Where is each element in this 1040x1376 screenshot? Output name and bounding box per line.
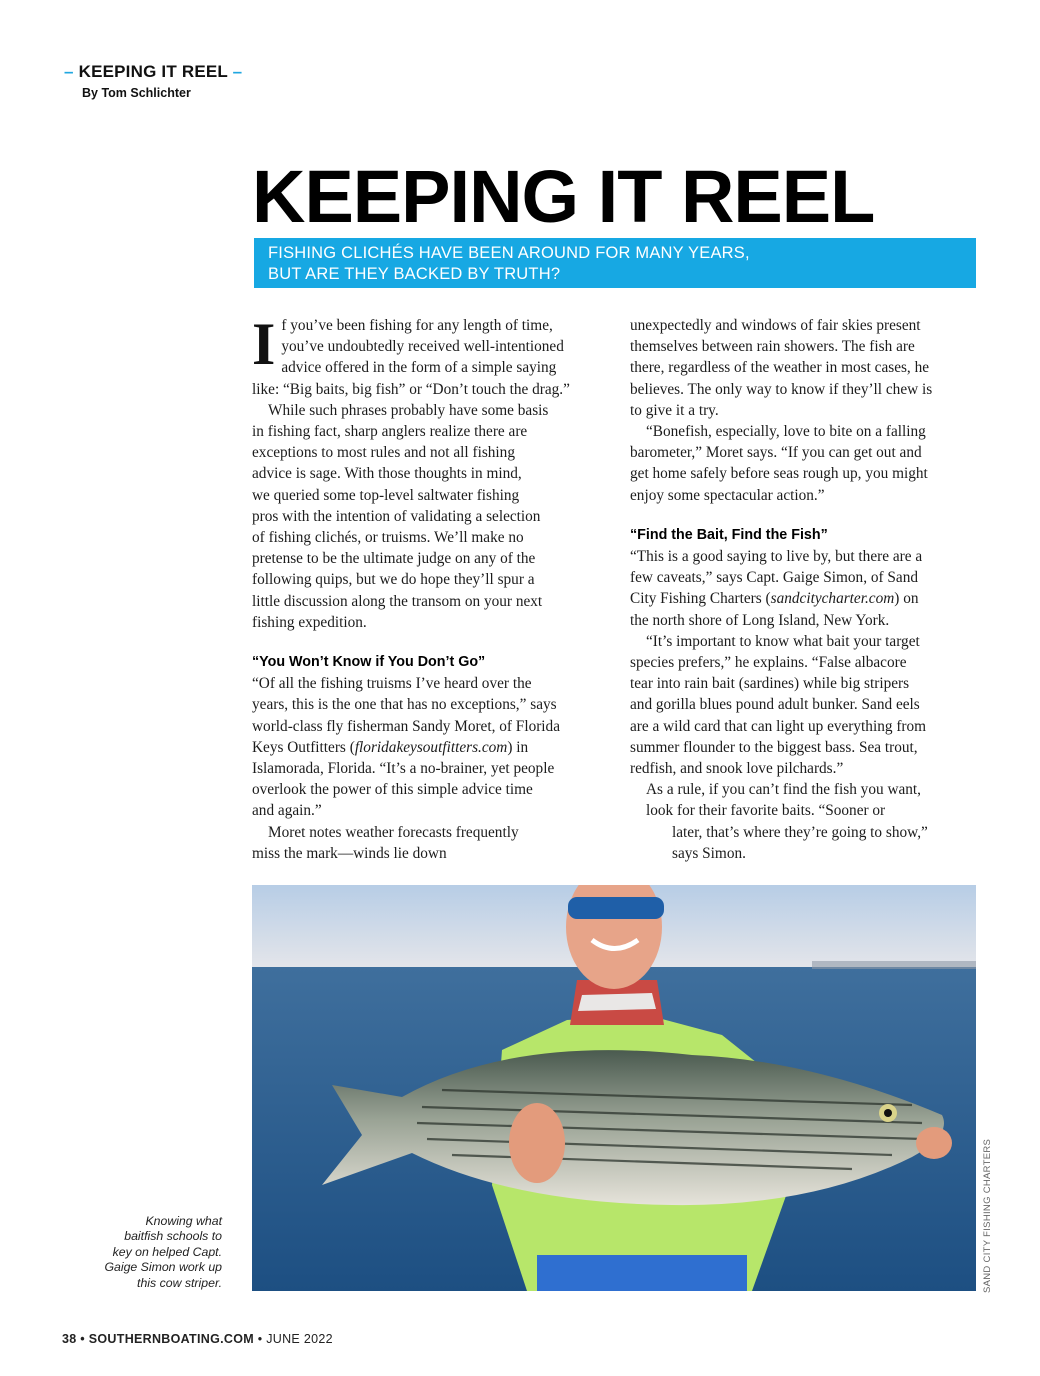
text-fragment: City Fishing Charters ( — [630, 590, 771, 608]
body-paragraph — [630, 631, 980, 779]
text-line: little discussion along the transom on your next — [252, 592, 543, 610]
text-line: get home safely before seas rough up, you might — [630, 465, 928, 483]
caption-line: this cow striper. — [137, 1275, 222, 1290]
caption-line: Knowing what — [145, 1214, 222, 1228]
text-fragment: Keys Outfitters ( — [252, 738, 355, 756]
text-line: world-class fly fisherman Sandy Moret, of Florida — [252, 717, 560, 735]
text-line: summer flounder to the biggest bass. Sea trout, — [630, 738, 918, 756]
article-column-1 — [252, 311, 602, 864]
text-line: advice offered in the form of a simple saying — [281, 359, 557, 377]
website-link-floridakeys: floridakeysoutfitters.com — [354, 738, 508, 756]
subhead-1: “You Won’t Know if You Don’t Go” — [252, 654, 486, 671]
deck-line-1: FISHING CLICHÉS HAVE BEEN AROUND FOR MANY YEARS, — [268, 244, 750, 262]
photo-credit-text: SAND CITY FISHING CHARTERS — [982, 1138, 993, 1293]
text-line: advice is sage. With those thoughts in mind, — [252, 465, 522, 483]
text-line: species prefers,” he explains. “False albacore — [630, 654, 907, 672]
article-column-2 — [630, 315, 980, 864]
text-line: to give it a try. — [630, 401, 719, 419]
kicker-dash-right: – — [232, 62, 243, 81]
text-line: miss the mark—winds lie down — [252, 844, 447, 862]
text-line: unexpectedly and windows of fair skies present — [630, 317, 921, 334]
caption-line: baitfish schools to — [124, 1229, 222, 1244]
text-line: and again.” — [252, 802, 322, 820]
body-paragraph — [252, 673, 602, 821]
footer-issue: JUNE 2022 — [266, 1332, 333, 1346]
text-line: themselves between rain showers. The fish are — [630, 338, 915, 356]
text-line: few caveats,” says Capt. Gaige Simon, of Sand — [630, 569, 919, 587]
page-number: 38 — [62, 1332, 77, 1346]
text-line — [252, 737, 602, 758]
striper-photo — [252, 885, 976, 1291]
body-paragraph — [630, 315, 980, 421]
body-paragraph — [252, 822, 602, 864]
text-line: As a rule, if you can’t find the fish you want, — [646, 781, 922, 799]
headline: KEEPING IT REEL — [252, 155, 875, 238]
text-line: believes. The only way to know if they’ll chew is — [630, 380, 933, 398]
text-line: redfish, and snook love pilchards.” — [630, 760, 844, 778]
text-line: f you’ve been fishing for any length of time, — [281, 317, 553, 334]
text-line: are a wild card that can light up everything from — [630, 717, 927, 735]
text-line: years, this is the one that has no exceptions,” says — [252, 696, 557, 714]
text-line: Moret notes weather forecasts frequently — [268, 823, 519, 841]
text-line: Islamorada, Florida. “It’s a no-brainer, yet people — [252, 760, 555, 778]
caption-line: Gaige Simon work up — [104, 1260, 222, 1275]
text-line: barometer,” Moret says. “If you can get out and — [630, 444, 922, 462]
text-line: “Of all the fishing truisms I’ve heard over the — [252, 675, 532, 693]
text-fragment: ) in — [507, 738, 529, 756]
text-line: “This is a good saying to live by, but there are a — [630, 548, 923, 566]
photo-credit — [982, 1133, 996, 1293]
intro-paragraph — [252, 311, 602, 400]
footer-separator: • — [80, 1332, 85, 1346]
text-line: the north shore of Long Island, New York. — [630, 611, 890, 629]
text-line: While such phrases probably have some basis — [268, 401, 549, 419]
text-line: later, that’s where they’re going to show,” — [672, 823, 928, 841]
text-line — [630, 588, 980, 609]
footer-site: SOUTHERNBOATING.COM — [88, 1332, 254, 1346]
deck-line-2: BUT ARE THEY BACKED BY TRUTH? — [268, 265, 561, 283]
text-line: says Simon. — [672, 844, 746, 862]
photo-caption — [56, 1214, 222, 1291]
website-link-sandcity: sandcitycharter.com — [770, 590, 895, 608]
text-line: in fishing fact, sharp anglers realize there are — [252, 423, 528, 441]
kicker-text: KEEPING IT REEL — [78, 62, 228, 81]
text-line: pretense to be the ultimate judge on any of the — [252, 550, 536, 568]
caption-line: key on helped Capt. — [112, 1244, 222, 1259]
body-paragraph — [630, 421, 980, 506]
kicker-dash-left: – — [64, 62, 74, 81]
byline: By Tom Schlichter — [82, 86, 191, 100]
text-fragment: ) on — [894, 590, 919, 608]
drop-cap: I — [252, 311, 276, 377]
text-line: “It’s important to know what bait your target — [646, 632, 920, 650]
text-line: overlook the power of this simple advice time — [252, 781, 533, 799]
text-line: like: “Big baits, big fish” or “Don’t touch the drag.” — [252, 380, 570, 398]
body-paragraph — [630, 546, 980, 631]
text-line: fishing expedition. — [252, 613, 367, 631]
text-line: we queried some top-level saltwater fishing — [252, 486, 520, 504]
text-line: following quips, but we do hope they’ll spur a — [252, 571, 535, 589]
text-line: tear into rain bait (sardines) while big stripers — [630, 675, 910, 693]
text-line: enjoy some spectacular action.” — [630, 486, 825, 504]
angler-with-striped-bass-illustration — [252, 885, 976, 1291]
text-line: there, regardless of the weather in most cases, he — [630, 359, 930, 377]
text-line: of fishing clichés, or truisms. We’ll make no — [252, 529, 524, 547]
footer-separator: • — [257, 1332, 263, 1346]
text-line: you’ve undoubtedly received well-intentioned — [281, 338, 564, 356]
text-line: pros with the intention of validating a selection — [252, 507, 541, 525]
text-line: and gorilla blues pound adult bunker. Sand eels — [630, 696, 920, 714]
body-paragraph — [630, 779, 980, 864]
body-paragraph — [252, 400, 602, 633]
subhead-2: “Find the Bait, Find the Fish” — [630, 526, 828, 543]
text-line: exceptions to most rules and not all fishing — [252, 444, 515, 462]
page-footer — [62, 1332, 333, 1346]
text-line: “Bonefish, especially, love to bite on a falling — [646, 423, 926, 441]
section-kicker — [64, 62, 242, 82]
deck-banner — [254, 238, 976, 288]
text-line: look for their favorite baits. “Sooner or — [646, 802, 886, 820]
